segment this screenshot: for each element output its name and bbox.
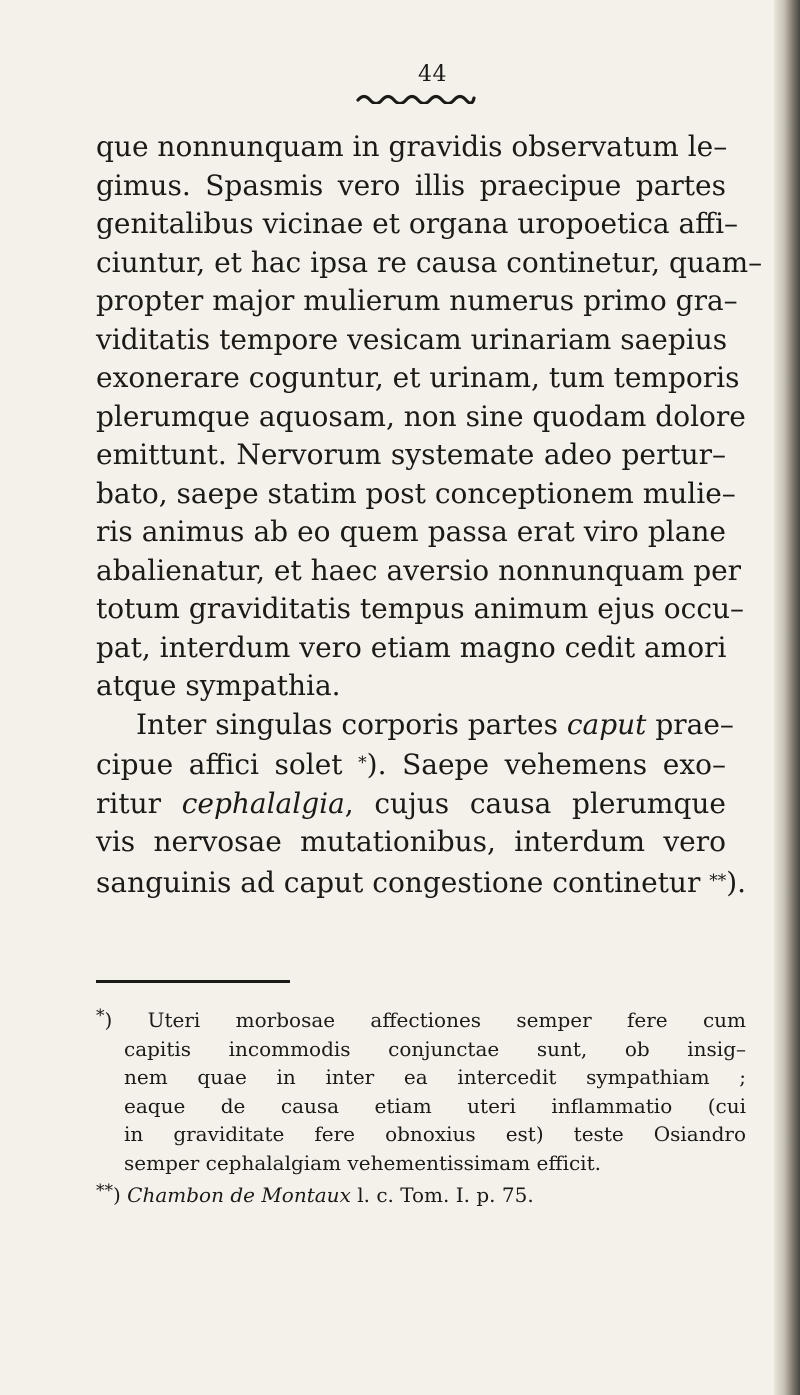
page-edge-shadow — [774, 0, 800, 1395]
text-line: ris animus ab eo quem passa erat viro plane — [96, 515, 726, 548]
text-line: plerumque aquosam, non sine quodam dolore — [96, 399, 746, 433]
text-line: emittunt. Nervorum systemate adeo pertur– — [96, 438, 726, 471]
italic-term: cephalalgia — [181, 786, 345, 820]
paragraph-line — [96, 744, 726, 785]
page-number: 44 — [418, 62, 447, 87]
citation-author: Chambon de Montaux — [127, 1183, 351, 1207]
text-line: atque sympathia. — [96, 669, 341, 702]
text-line: viditatis tempore vesicam urinariam saepius — [96, 322, 728, 356]
main-text — [96, 128, 763, 902]
paragraph-line — [96, 706, 734, 745]
text-line: abalienatur, et haec aversio nonnunquam per — [96, 553, 742, 587]
footnote-mark: ** — [96, 1181, 113, 1201]
text-fragment: l. c. Tom. I. p. 75. — [350, 1183, 534, 1207]
footnote-mark: * — [358, 753, 367, 773]
text-line: exonerare coguntur, et urinam, tum temporis — [96, 361, 740, 394]
text-fragment: ) — [113, 1183, 128, 1207]
paragraph-line — [96, 862, 747, 903]
text-line: pat, interdum vero etiam magno cedit amori — [96, 630, 727, 664]
text-fragment: ritur — [96, 786, 182, 820]
text-fragment: ) Uteri morbosae affectiones semper fere cum — [104, 1008, 746, 1032]
text-fragment: ). — [726, 865, 747, 899]
text-line: genitalibus vicinae et organa uropoetica affi– — [96, 207, 739, 240]
text-line: ciuntur, et hac ipsa re causa continetur, quam– — [96, 245, 763, 279]
footnote-line — [96, 1177, 746, 1210]
footnotes — [96, 1002, 746, 1210]
footnote-line: capitis incommodis conjunctae sunt, ob insig– — [124, 1036, 746, 1061]
text-fragment: sanguinis ad caput congestione continetur — [96, 865, 710, 899]
footnote-line: nem quae in inter ea intercedit sympathiam ; — [124, 1065, 746, 1089]
text-line: propter major mulierum numerus primo gra– — [96, 284, 738, 317]
wavy-ornament-icon — [356, 92, 476, 104]
footnote-mark: ** — [709, 870, 727, 891]
footnote-line: eaque de causa etiam uteri inflammatio (cui — [124, 1093, 746, 1118]
footnote-line: in graviditate fere obnoxius est) teste Osiandro — [124, 1122, 746, 1146]
paragraph-line: vis nervosae mutationibus, interdum vero — [96, 825, 726, 858]
text-line: totum graviditatis tempus animum ejus occu– — [96, 592, 745, 625]
text-fragment: cipue affici solet — [96, 748, 359, 781]
text-line: que nonnunquam in gravidis observatum le– — [96, 130, 728, 163]
text-fragment: , cujus causa plerumque — [344, 786, 726, 820]
footnote-divider — [96, 980, 290, 983]
text-fragment: Inter singulas corporis partes — [136, 707, 567, 741]
footnote-line: semper cephalalgiam vehementissimam efficit. — [124, 1150, 601, 1175]
footnote-mark: * — [96, 1006, 105, 1026]
text-line: bato, saepe statim post conceptionem mulie– — [96, 476, 736, 510]
text-fragment: prae– — [646, 707, 734, 741]
text-line: gimus. Spasmis vero illis praecipue partes — [96, 168, 726, 202]
paragraph-line — [96, 785, 726, 824]
italic-term: caput — [566, 707, 647, 741]
text-fragment: ). Saepe vehemens exo– — [366, 748, 726, 781]
footnote-line — [96, 1002, 746, 1035]
